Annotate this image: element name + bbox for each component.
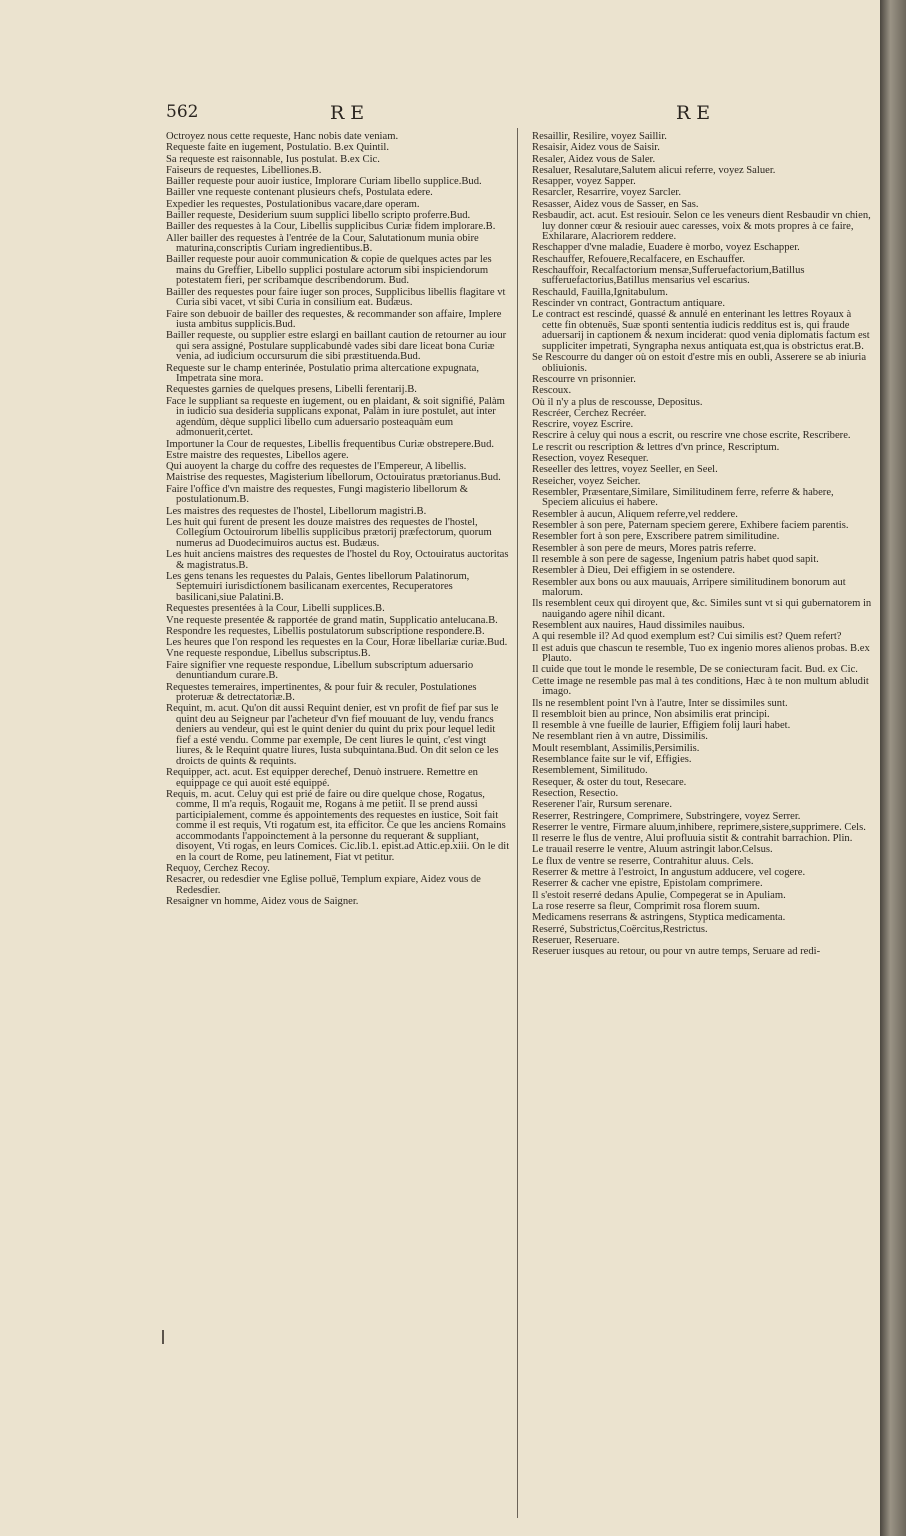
- dictionary-entry: Requestes presentées à la Cour, Libelli supplices.B.: [166, 603, 385, 615]
- dictionary-entry: Reserrer & mettre à l'estroict, In angustum adducere, vel cogere.: [532, 867, 806, 879]
- dictionary-entry: Reschapper d'vne maladie, Euadere è morbo, voyez Eschapper.: [532, 242, 800, 254]
- dictionary-entry: Rescoux.: [532, 385, 572, 397]
- dictionary-entry: Resaisir, Aidez vous de Saisir.: [532, 142, 660, 154]
- dictionary-entry: Resbaudir, act. acut. Est resiouir. Selon ce les veneurs dient Resbaudir vn chien, luy donner cœur & resiouir auec caresses, voix & mots propres à ce faire, Exhilarare, Alacriorem reddere.: [532, 210, 871, 243]
- dictionary-entry: Qui auoyent la charge du coffre des requestes de l'Empereur, A libellis.: [166, 461, 467, 473]
- dictionary-entry: Les huit anciens maistres des requestes de l'hostel du Roy, Octouiratus auctoritas & magistratus.B.: [166, 549, 509, 571]
- dictionary-entry: Resembler fort à son pere, Exscribere patrem similitudine.: [532, 531, 780, 543]
- dictionary-entry: Faire l'office d'vn maistre des requestes, Fungi magisterio libellorum & postulationum.B.: [166, 483, 468, 506]
- dictionary-entry: A qui resemble il? Ad quod exemplum est? Cui similis est? Quem refert?: [532, 631, 842, 643]
- dictionary-entry: Ils ne resemblent point l'vn à l'autre, Inter se dissimiles sunt.: [532, 697, 788, 709]
- dictionary-entry: Vne requeste respondue, Libellus subscriptus.B.: [166, 648, 371, 660]
- dictionary-entry: Les gens tenans les requestes du Palais, Gentes libellorum Palatinorum, Septemuiri iurisdictionem basilicanam exercentes, Recuperatores basilicani,siue Palatini.B.: [166, 570, 470, 603]
- dictionary-entry: Face le suppliant sa requeste en iugement, ou en plaidant, & soit signifié, Palàm in iudicio sua desideria supplicans exponat, Palàm in iure postulet, aut inter agendùm, dèque supplici libello cum aduersario posteaquàm eum admonuerit,certet.: [166, 395, 505, 439]
- dictionary-entry: Resection, Resectio.: [532, 787, 619, 799]
- dictionary-entry: Reserré, Substrictus,Coërcitus,Restrictus.: [532, 923, 708, 935]
- dictionary-entry: Bailler requeste, ou supplier estre eslargi en baillant caution de retourner au iour qui sera assigné, Postulare supplicabundè vades sibi dare liceat bona Curiæ venia, ad iudicium occursurum die sibi præstituenda.Bud.: [166, 330, 507, 363]
- dictionary-entry: Requis, m. acut. Celuy qui est prié de faire ou dire quelque chose, Rogatus, comme, Il m'a requis, Rogauit me, Rogans à me petiit. Il se prend aussi participialement, comme és appointements des requestes en iustice, Soit fait comme il est requis, Vti rogatum est, ita efficitor. Ce que les anciens Romains accommodants l'appoinctement à la personne du requerant & suppliant, disoyent, Vti rogas, en leurs Comices. Cic.lib.1. epist.ad Attic.ep.xiii. On le dit en la court de Rome, peu latinement, Fiat vt petitur.: [166, 788, 510, 863]
- dictionary-entry: Il resembloit bien au prince, Non absimilis erat principi.: [532, 708, 770, 720]
- dictionary-entry: Le trauail reserre le ventre, Aluum astringit labor.Celsus.: [532, 844, 773, 856]
- dictionary-entry: Resection, voyez Resequer.: [532, 453, 649, 465]
- dictionary-entry: Resasser, Aidez vous de Sasser, en Sas.: [532, 198, 699, 210]
- dictionary-entry: Requint, m. acut. Qu'on dit aussi Requint denier, est vn profit de fief par sus le quint deu au Seigneur par l'acheteur d'vn fief mouuant de luy, vendu francs deniers au vendeur, qui est le quint denier du quint du prix pour lequel ledit fief a esté vendu. Comme par exemple, De cent liures le quint, c'est vingt liures, & le Requint quatre liures, Iusta subquintana.Bud. On dit selon ce les droicts de quints & requints.: [166, 703, 499, 767]
- dictionary-entry: Estre maistre des requestes, Libellos agere.: [166, 449, 349, 461]
- dictionary-entry: Il resemble à son pere de sagesse, Ingenium patris habet quod sapit.: [532, 553, 819, 565]
- dictionary-entry: Resembler à son pere de meurs, Mores patris referre.: [532, 542, 757, 554]
- page-edge: [880, 0, 906, 1536]
- dictionary-entry: Reseruer iusques au retour, ou pour vn autre temps, Seruare ad redi-: [532, 946, 821, 958]
- column-divider: [517, 128, 518, 1518]
- dictionary-entry: Importuner la Cour de requestes, Libellis frequentibus Curiæ obstrepere.Bud.: [166, 438, 495, 450]
- right-column: [532, 132, 872, 958]
- dictionary-entry: Resembler à aucun, Aliquem referre,vel reddere.: [532, 508, 738, 520]
- dictionary-entry: Resarcler, Resarrire, voyez Sarcler.: [532, 187, 681, 199]
- dictionary-entry: Rescréer, Cerchez Recréer.: [532, 407, 647, 419]
- dictionary-entry: Resemblent aux nauires, Haud dissimiles nauibus.: [532, 620, 745, 632]
- dictionary-entry: Requipper, act. acut. Est equipper derechef, Denuò instruere. Remettre en equippage ce qui auoit esté equippé.: [166, 767, 478, 789]
- dictionary-entry: Reschauffoir, Recalfactorium mensæ,Sufferuefactorium,Batillus sufferuefactorius,Batillus mensarius vel escarius.: [532, 264, 805, 287]
- dictionary-entry: Bailler requeste pour auoir communication & copie de quelques actes par les mains du Greffier, Libello supplici postulare actorum sibi inspiciendorum potestatem fieri, per scribamque describendorum. Bud.: [166, 254, 492, 287]
- dictionary-entry: Ne resemblant rien à vn autre, Dissimilis.: [532, 731, 708, 743]
- dictionary-entry: Resaler, Aidez vous de Saler.: [532, 153, 656, 165]
- dictionary-entry: Vne requeste presentée & rapportée de grand matin, Supplicatio antelucana.B.: [166, 614, 498, 626]
- dictionary-entry: Le contract est rescindé, quassé & annulé en enterinant les lettres Royaux à cette fin obtenuës, Suæ sponti sententia iudicis redditus est is, qui fraude aduersarij in captionem & nexum inciderat: quod venia diplomatis factum est suppliciter impetrati, Syngrapha nexus antiquata est,qua is obstrictus erat.B.: [532, 309, 870, 352]
- dictionary-entry: Le rescrit ou rescription & lettres d'vn prince, Rescriptum.: [532, 441, 780, 453]
- dictionary-entry: Sa requeste est raisonnable, Ius postulat. B.ex Cic.: [166, 153, 380, 165]
- left-running-head: RE: [330, 102, 371, 124]
- dictionary-entry: Les heures que l'on respond les requestes en la Cour, Horæ libellariæ curiæ.Bud.: [166, 637, 508, 649]
- dictionary-entry: Faire signifier vne requeste respondue, Libellum subscriptum aduersario denuntiandum curare.B.: [166, 659, 474, 682]
- dictionary-entry: Resembler à son pere, Paternam speciem gerere, Exhibere faciem parentis.: [532, 520, 849, 532]
- page-header: [0, 102, 880, 126]
- dictionary-entry: Ils resemblent ceux qui diroyent que, &c. Similes sunt vt si qui gubernatorem in nauigando agere nihil dicant.: [532, 598, 872, 620]
- dictionary-entry: Reschauffer, Refouere,Recalfacere, en Eschauffer.: [532, 253, 745, 265]
- dictionary-entry: Il resemble à vne fueille de laurier, Effigiem folij lauri habet.: [532, 720, 791, 732]
- dictionary-entry: Reschauld, Fauilla,Ignitabulum.: [532, 286, 668, 298]
- dictionary-entry: Bailler vne requeste contenant plusieurs chefs, Postulata edere.: [166, 187, 433, 199]
- dictionary-entry: Rescourre vn prisonnier.: [532, 373, 636, 385]
- dictionary-entry: Reserrer, Restringere, Comprimere, Substringere, voyez Serrer.: [532, 810, 801, 822]
- dictionary-entry: Faire son debuoir de bailler des requestes, & recommander son affaire, Implere iusta ambitus supplicis.Bud.: [166, 308, 502, 331]
- dictionary-entry: Resembler à Dieu, Dei effigiem in se ostendere.: [532, 565, 736, 577]
- dictionary-entry: Expedier les requestes, Postulationibus vacare,dare operam.: [166, 198, 420, 210]
- dictionary-entry: Bailler requeste, Desiderium suum supplici libello scripto proferre.Bud.: [166, 210, 471, 222]
- dictionary-entry: Il reserre le flus de ventre, Alui profluuia sistit & contrahit barrachion. Plin.: [532, 833, 853, 845]
- dictionary-entry: Les huit qui furent de present les douze maistres des requestes de l'hostel, Collegium Octouirorum libellis supplicibus prætorij præfectorum, quorum numerus ad Duodecimuiros auctus est. Budæus.: [166, 516, 492, 549]
- dictionary-entry: Maistrise des requestes, Magisterium libellorum, Octouiratus prætorianus.Bud.: [166, 472, 501, 484]
- dictionary-entry: Se Rescourre du danger où on estoit d'estre mis en oubli, Asserere se ab iniuria obliuionis.: [532, 352, 867, 374]
- dictionary-entry: Reseeller des lettres, voyez Seeller, en Seel.: [532, 464, 718, 476]
- dictionary-entry: Il cuide que tout le monde le resemble, De se coniecturam facit. Bud. ex Cic.: [532, 664, 858, 676]
- dictionary-entry: Resemblance faite sur le vif, Effigies.: [532, 754, 692, 766]
- dictionary-entry: Respondre les requestes, Libellis postulatorum subscriptione respondere.B.: [166, 625, 485, 637]
- dictionary-entry: Rescinder vn contract, Gontractum antiquare.: [532, 298, 725, 310]
- dictionary-entry: Requeste sur le champ enterinée, Postulatio prima altercatione expugnata, Impetrata sine mora.: [166, 362, 479, 385]
- dictionary-entry: Les maistres des requestes de l'hostel, Libellorum magistri.B.: [166, 505, 427, 517]
- dictionary-entry: Resaluer, Resalutare,Salutem alicui referre, voyez Saluer.: [532, 164, 776, 176]
- dictionary-entry: Resembler aux bons ou aux mauuais, Arripere similitudinem bonorum aut malorum.: [532, 576, 846, 598]
- dictionary-entry: Resapper, voyez Sapper.: [532, 176, 636, 188]
- dictionary-entry: Resembler, Præsentare,Similare, Similitudinem ferre, referre & habere, Speciem alicuius ei habere.: [532, 486, 834, 509]
- dictionary-entry: Resemblement, Similitudo.: [532, 765, 648, 777]
- dictionary-entry: Il est aduis que chascun te resemble, Tuo ex ingenio mores alienos probas. B.ex Plauto.: [532, 642, 870, 665]
- dictionary-entry: Reseicher, voyez Seicher.: [532, 475, 641, 487]
- dictionary-entry: Requeste faite en iugement, Postulatio. B.ex Quintil.: [166, 142, 390, 154]
- dictionary-entry: Moult resemblant, Assimilis,Persimilis.: [532, 742, 700, 754]
- dictionary-entry: Rescrire, voyez Escrire.: [532, 419, 634, 431]
- left-column: [166, 132, 511, 909]
- dictionary-entry: Requestes garnies de quelques presens, Libelli ferentarij.B.: [166, 384, 417, 396]
- dictionary-entry: Resacrer, ou redesdier vne Eglise polluë, Templum expiare, Aidez vous de Redesdier.: [166, 874, 481, 896]
- dictionary-entry: La rose reserre sa fleur, Comprimit rosa florem suum.: [532, 900, 760, 912]
- dictionary-entry: Octroyez nous cette requeste, Hanc nobis date veniam.: [166, 131, 399, 142]
- right-running-head: RE: [676, 102, 717, 124]
- dictionary-entry: Reserrer le ventre, Firmare aluum,inhibere, reprimere,sistere,supprimere. Cels.: [532, 821, 866, 833]
- dictionary-entry: Resequer, & oster du tout, Resecare.: [532, 776, 687, 788]
- dictionary-entry: Requestes temeraires, impertinentes, & pour fuir & reculer, Postulationes proteruæ & detrectatoriæ.B.: [166, 681, 477, 703]
- margin-mark: [162, 1330, 164, 1344]
- dictionary-entry: Resaillir, Resilire, voyez Saillir.: [532, 131, 667, 142]
- dictionary-entry: Bailler des requestes à la Cour, Libellis supplicibus Curiæ fidem implorare.B.: [166, 221, 496, 233]
- dictionary-entry: Bailler requeste pour auoir iustice, Implorare Curiam libello supplice.Bud.: [166, 176, 482, 188]
- dictionary-entry: Aller bailler des requestes à l'entrée de la Cour, Salutationum munia obire maturina,conscriptis Curiam ingredientibus.B.: [166, 232, 479, 255]
- dictionary-entry: Cette image ne resemble pas mal à tes conditions, Hæc à te non multum abludit imago.: [532, 675, 869, 698]
- dictionary-entry: Resaigner vn homme, Aidez vous de Saigner.: [166, 896, 359, 908]
- dictionary-entry: Il s'estoit reserré dedans Apulie, Compegerat se in Apuliam.: [532, 889, 786, 901]
- dictionary-entry: Où il n'y a plus de rescousse, Depositus.: [532, 396, 703, 408]
- dictionary-entry: Reseruer, Reseruare.: [532, 934, 620, 946]
- dictionary-entry: Bailler des requestes pour faire iuger son proces, Supplicibus libellis flagitare vt Curia sibi vacet, vt sibi Curia in consilium eat. Budæus.: [166, 286, 506, 309]
- dictionary-entry: Faiseurs de requestes, Libelliones.B.: [166, 164, 322, 176]
- dictionary-entry: Medicamens reserrans & astringens, Styptica medicamenta.: [532, 912, 786, 924]
- dictionary-entry: Reserrer & cacher vne epistre, Epistolam comprimere.: [532, 878, 763, 890]
- dictionary-entry: Rescrire à celuy qui nous a escrit, ou rescrire vne chose escrite, Rescribere.: [532, 430, 851, 442]
- dictionary-entry: Le flux de ventre se reserre, Contrahitur aluus. Cels.: [532, 855, 754, 867]
- page-number: 562: [166, 102, 199, 122]
- dictionary-entry: Reserener l'air, Rursum serenare.: [532, 799, 673, 811]
- dictionary-entry: Requoy, Cerchez Recoy.: [166, 863, 270, 875]
